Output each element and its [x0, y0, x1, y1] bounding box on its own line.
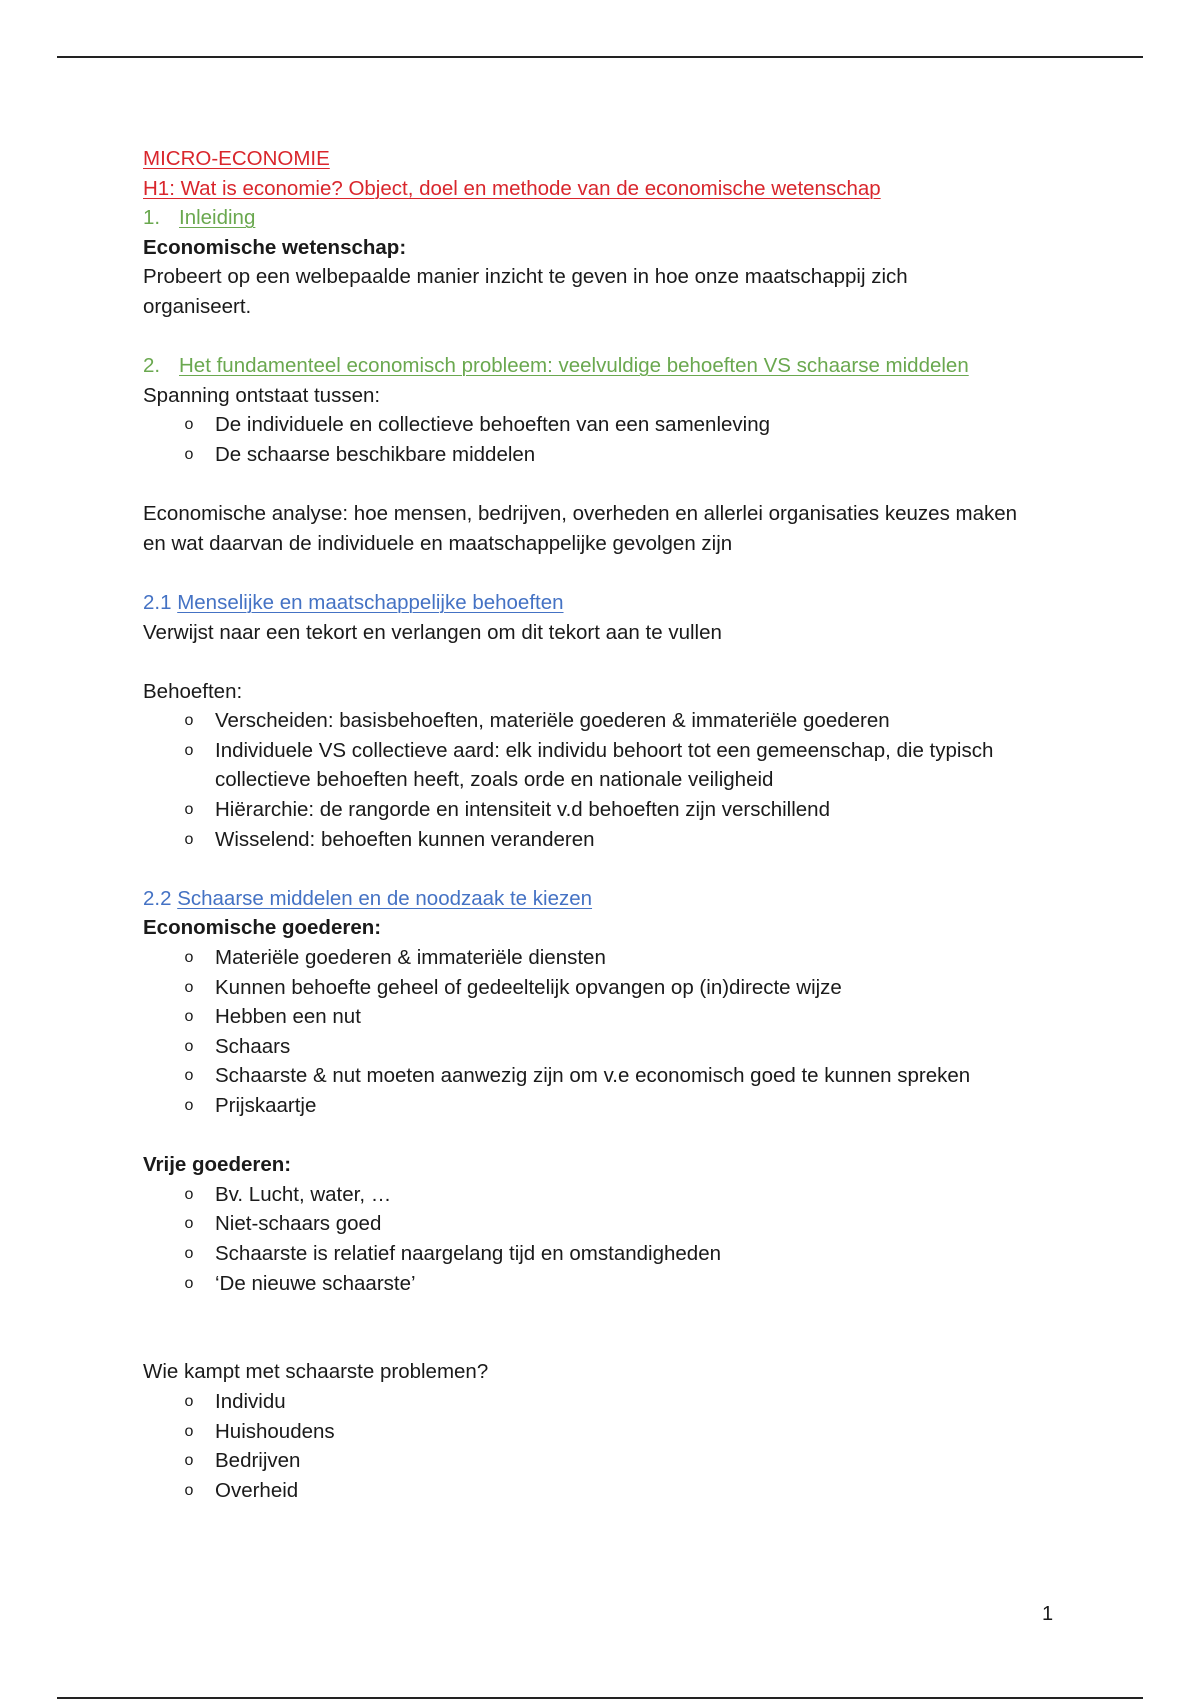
- list-item: o Hebben een nut: [215, 1002, 1063, 1032]
- list-item: o Individu: [215, 1387, 1063, 1417]
- list-item: o Individuele VS collectieve aard: elk individu behoort tot een gemeenschap, die typisch collectieve behoeften heeft, zoals orde en nationale veiligheid: [215, 736, 1005, 795]
- list-item: o De schaarse beschikbare middelen: [215, 440, 1063, 470]
- list-item: o Huishoudens: [215, 1417, 1063, 1447]
- bullet-icon: o: [184, 1215, 194, 1233]
- bullet-icon: o: [184, 741, 194, 759]
- page-number: 1: [1042, 1603, 1054, 1625]
- footer-rule: [57, 1697, 1143, 1699]
- section-2-1-heading: [143, 588, 1063, 618]
- bullet-icon: o: [184, 1481, 194, 1499]
- list-item: o Schaarste & nut moeten aanwezig zijn om v.e economisch goed te kunnen spreken: [215, 1061, 1063, 1091]
- list-item: o Hiërarchie: de rangorde en intensiteit v.d behoeften zijn verschillend: [215, 795, 1063, 825]
- bullet-icon: o: [184, 712, 194, 730]
- section-2-1-number: 2.1: [143, 590, 172, 614]
- bullet-icon: o: [184, 1008, 194, 1026]
- section-1-title: Inleiding: [179, 206, 256, 230]
- header-rule: [57, 56, 1143, 58]
- section-2-number: 2.: [143, 354, 161, 378]
- list-item: o Kunnen behoefte geheel of gedeeltelijk opvangen op (in)directe wijze: [215, 973, 1063, 1003]
- bullet-icon: o: [184, 1185, 194, 1203]
- bullet-icon: o: [184, 1067, 194, 1085]
- bullet-icon: o: [184, 949, 194, 967]
- list-item: o Verscheiden: basisbehoeften, materiële goederen & immateriële goederen: [215, 706, 1063, 736]
- section-1-number: 1.: [143, 206, 161, 230]
- list-item: o Schaarste is relatief naargelang tijd en omstandigheden: [215, 1239, 1063, 1269]
- list-item: o ‘De nieuwe schaarste’: [215, 1269, 1063, 1299]
- document-title: MICRO-ECONOMIE: [143, 147, 330, 170]
- bullet-icon: o: [184, 1097, 194, 1114]
- list-item: o Niet-schaars goed: [215, 1209, 1063, 1239]
- list-item: o De individuele en collectieve behoeften van een samenleving: [215, 410, 1063, 440]
- list-item: o Overheid: [215, 1476, 1063, 1506]
- section-2-2-title: Schaarse middelen en de noodzaak te kiezen: [177, 886, 593, 910]
- free-goods-list: [143, 1180, 1063, 1298]
- list-item: o Wisselend: behoeften kunnen veranderen: [215, 825, 1063, 855]
- bullet-icon: o: [184, 801, 194, 819]
- bullet-icon: o: [184, 1452, 194, 1470]
- bullet-icon: o: [184, 1274, 194, 1292]
- bullet-icon: o: [184, 1244, 194, 1262]
- section-2-2-number: 2.2: [143, 886, 172, 910]
- actors-list: [143, 1387, 1063, 1505]
- free-goods-label: Vrije goederen:: [143, 1153, 292, 1177]
- section-2-heading: [143, 351, 1063, 381]
- bullet-icon: o: [184, 830, 194, 848]
- bullet-icon: o: [184, 416, 194, 434]
- section-1-heading: [143, 203, 1063, 233]
- bullet-icon: o: [184, 445, 194, 463]
- needs-label: Behoeften:: [143, 679, 243, 703]
- needs-list: [143, 706, 1063, 854]
- section-2-1-title: Menselijke en maatschappelijke behoeften: [177, 590, 564, 614]
- bullet-icon: o: [184, 1037, 194, 1055]
- section-2-2-heading: [143, 884, 1063, 914]
- chapter-heading: H1: Wat is economie? Object, doel en methode van de economische wetenschap: [143, 176, 881, 200]
- section-2-title: Het fundamenteel economisch probleem: veelvuldige behoeften VS schaarse middelen: [179, 354, 969, 378]
- list-item: o Prijskaartje: [215, 1091, 1063, 1121]
- list-item: o Bv. Lucht, water, …: [215, 1180, 1063, 1210]
- list-item: o Materiële goederen & immateriële diensten: [215, 943, 1063, 973]
- list-item: o Bedrijven: [215, 1446, 1063, 1476]
- bullet-icon: o: [184, 1392, 194, 1410]
- economic-analysis-text: Economische analyse: hoe mensen, bedrijven, overheden en allerlei organisaties keuzes maken en wat daarvan de individuele en maatschappelijke gevolgen zijn: [143, 502, 1018, 555]
- section-2-1-definition: Verwijst naar een tekort en verlangen om dit tekort aan te vullen: [143, 620, 722, 644]
- bullet-icon: o: [184, 1422, 194, 1440]
- bullet-icon: o: [184, 978, 194, 996]
- list-item: o Schaars: [215, 1032, 1063, 1062]
- section-2-intro: Spanning ontstaat tussen:: [143, 383, 381, 407]
- document-body: [143, 144, 1063, 1505]
- definition-economische-wetenschap: Probeert op een welbepaalde manier inzicht te geven in hoe onze maatschappij zich organiseert.: [143, 265, 908, 318]
- economic-goods-list: [143, 943, 1063, 1121]
- tension-list: [143, 410, 1063, 469]
- economic-goods-label: Economische goederen:: [143, 916, 382, 940]
- scarcity-question: Wie kampt met schaarste problemen?: [143, 1360, 489, 1384]
- term-economische-wetenschap: Economische wetenschap:: [143, 235, 407, 259]
